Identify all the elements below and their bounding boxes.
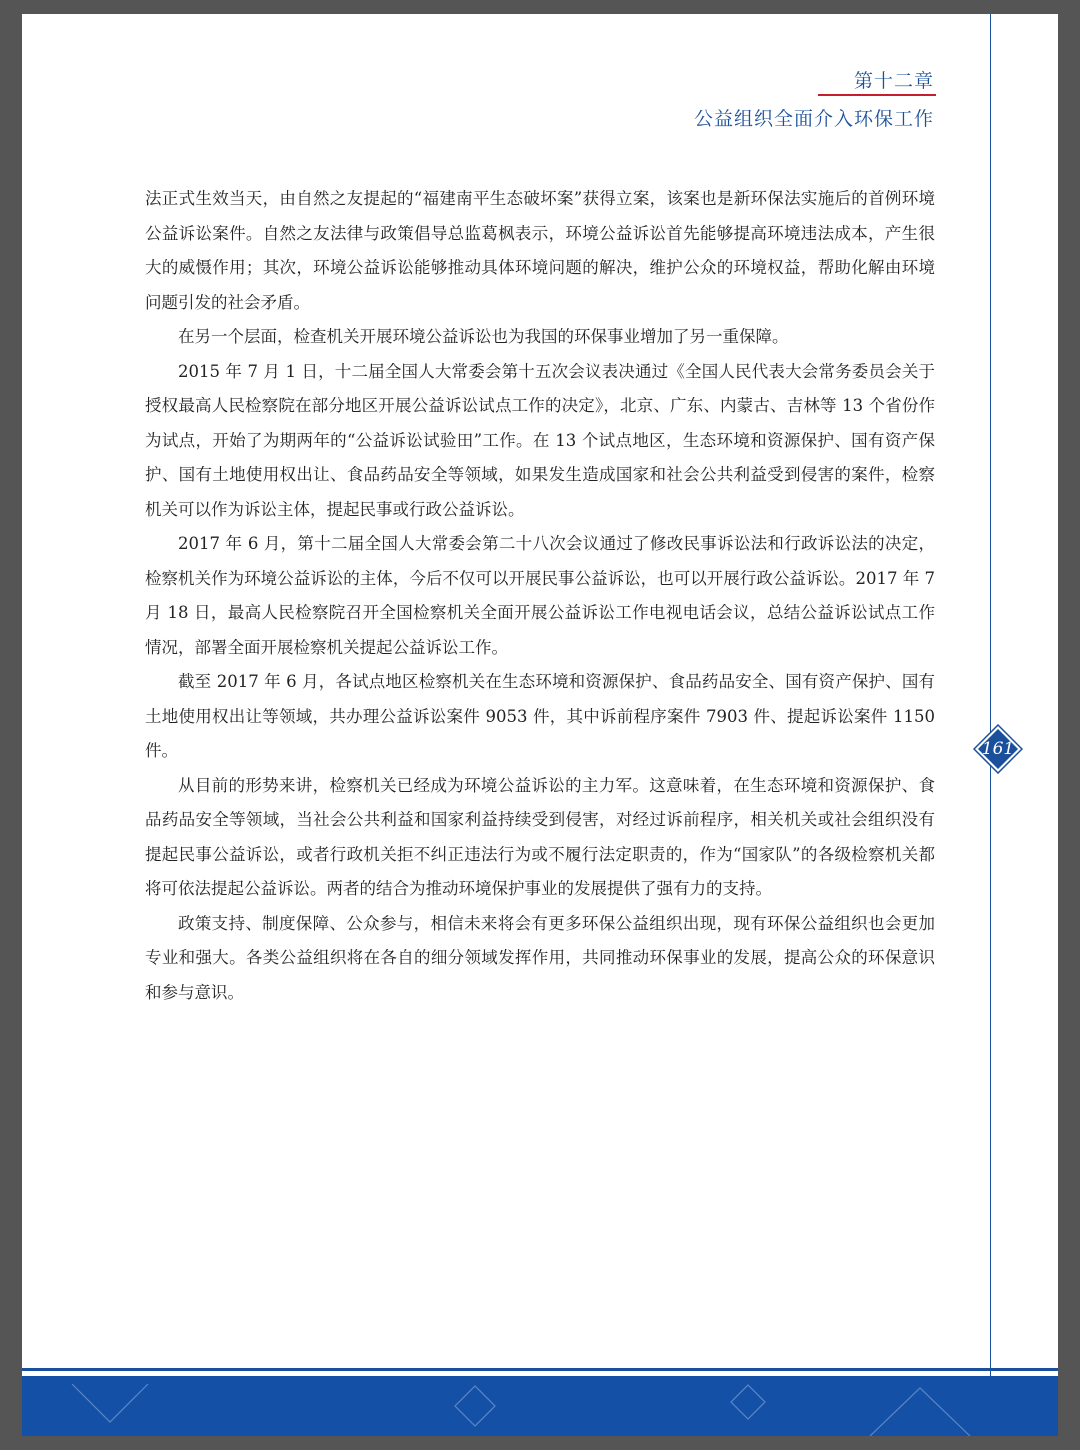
paragraph: 从目前的形势来讲，检察机关已经成为环境公益诉讼的主力军。这意味着，在生态环境和资源保护、食品药品安全等领域，当社会公共利益和国家利益持续受到侵害，对经过诉前程序，相关机关或社会组织没有提起民事公益诉讼，或者行政机关拒不纠正违法行为或不履行法定职责的，作为“国家队”的各级检察机关都将可依法提起公益诉讼。两者的结合为推动环境保护事业的发展提供了强有力的支持。: [145, 775, 935, 898]
paragraph: 2017 年 6 月，第十二届全国人大常委会第二十八次会议通过了修改民事诉讼法和行政诉讼法的决定，检察机关作为环境公益诉讼的主体，今后不仅可以开展民事公益诉讼，也可以开展行政公益诉讼。2017 年 7 月 18 日，最高人民检察院召开全国检察机关全面开展公益诉讼工作电视电话会议，总结公益诉讼试点工作情况，部署全面开展检察机关提起公益诉讼工作。: [145, 534, 935, 657]
chapter-underline: [818, 94, 936, 96]
paragraph: 2015 年 7 月 1 日，十二届全国人大常委会第十五次会议表决通过《全国人民代表大会常务委员会关于授权最高人民检察院在部分地区开展公益诉讼试点工作的决定》，北京、广东、内蒙古、吉林等 13 个省份作为试点，开始了为期两年的“公益诉讼试验田”工作。在 13 个试点地区，生态环境和资源保护、国有资产保护、国有土地使用权出让、食品药品安全等领域，如果发生造成国家和社会公共利益受到侵害的案件，检察机关可以作为诉讼主体，提起民事或行政公益诉讼。: [145, 361, 935, 519]
paragraph: 政策支持、制度保障、公众参与，相信未来将会有更多环保公益组织出现，现有环保公益组织也会更加专业和强大。各类公益组织将在各自的细分领域发挥作用，共同推动环保事业的发展，提高公众的环保意识和参与意识。: [145, 913, 935, 1002]
paragraph: 截至 2017 年 6 月，各试点地区检察机关在生态环境和资源保护、食品药品安全、国有资产保护、国有土地使用权出让等领域，共办理公益诉讼案件 9053 件，其中诉前程序案件 7903 件、提起诉讼案件 1150 件。: [145, 672, 935, 760]
paragraph: 在另一个层面，检查机关开展环境公益诉讼也为我国的环保事业增加了另一重保障。: [178, 327, 789, 346]
margin-rule: [990, 14, 991, 1376]
body-text: [145, 182, 935, 1010]
page-number: 161: [981, 739, 1015, 759]
book-page: [22, 14, 1058, 1436]
chapter-label: 第十二章: [853, 70, 934, 92]
footer-diamond-decoration: [22, 1376, 1058, 1436]
section-title: 公益组织全面介入环保工作: [693, 108, 934, 130]
paragraph: 法正式生效当天，由自然之友提起的“福建南平生态破坏案”获得立案，该案也是新环保法实施后的首例环境公益诉讼案件。自然之友法律与政策倡导总监葛枫表示，环境公益诉讼首先能够提高环境违法成本，产生很大的威慑作用；其次，环境公益诉讼能够推动具体环境问题的解决，维护公众的环境权益，帮助化解由环境问题引发的社会矛盾。: [145, 189, 935, 312]
footer-rule: [22, 1368, 1058, 1371]
